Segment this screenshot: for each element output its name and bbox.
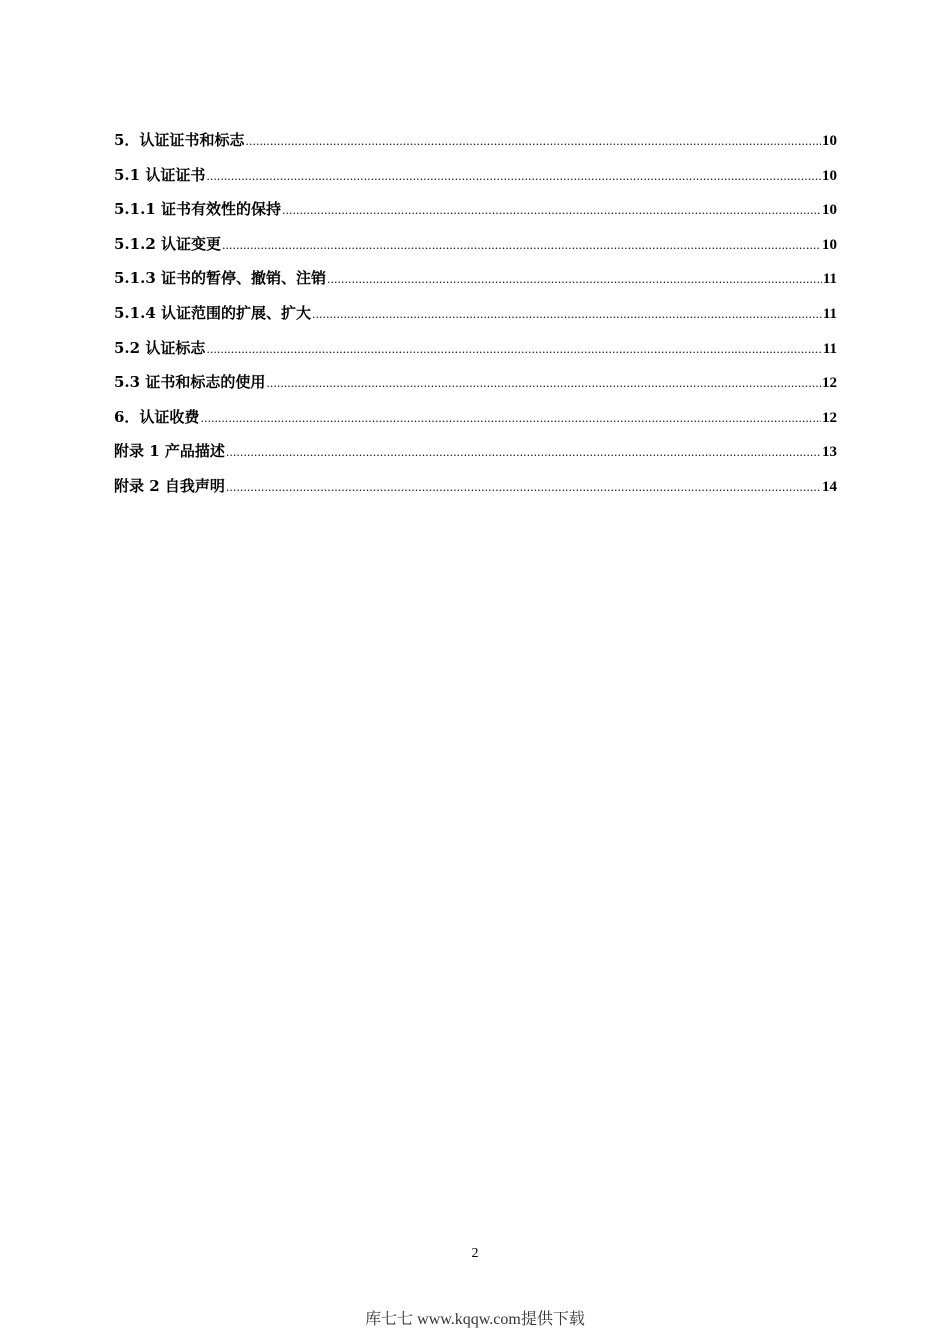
toc-entry-title: 6．认证收费: [114, 407, 200, 426]
toc-entry[interactable]: [114, 300, 837, 335]
table-of-contents: [114, 127, 837, 508]
toc-leader-dots: [200, 406, 821, 432]
toc-entry[interactable]: [114, 162, 837, 197]
toc-entry-title: 5.1 认证证书: [114, 165, 206, 184]
toc-entry[interactable]: [114, 335, 837, 370]
toc-entry-title: 5.1.1 证书有效性的保持: [114, 200, 281, 219]
toc-entry-title: 5.2 认证标志: [114, 338, 206, 357]
toc-entry[interactable]: [114, 438, 837, 473]
toc-entry-page: 10: [822, 167, 837, 184]
toc-leader-dots: [245, 129, 821, 155]
toc-leader-dots: [266, 371, 821, 397]
toc-entry-page: 12: [822, 375, 837, 392]
toc-leader-dots: [226, 440, 821, 466]
toc-entry-title: 5.1.2 认证变更: [114, 234, 221, 253]
footer-download-note: 库七七 www.kqqw.com提供下载: [365, 1311, 585, 1328]
toc-entry-title: 5.1.3 证书的暂停、撤销、注销: [114, 269, 326, 288]
toc-entry-page: 10: [822, 236, 837, 253]
toc-entry-page: 10: [822, 133, 837, 149]
toc-leader-dots: [327, 267, 822, 293]
toc-entry-title: 5.3 证书和标志的使用: [114, 373, 266, 392]
toc-entry[interactable]: [114, 265, 837, 300]
toc-leader-dots: [206, 164, 821, 190]
toc-leader-dots: [206, 337, 821, 363]
toc-leader-dots: [282, 198, 821, 224]
toc-entry-page: 14: [822, 478, 837, 495]
toc-entry-title: 附录 2 自我声明: [114, 476, 225, 495]
toc-entry-title: 附录 1 产品描述: [114, 442, 225, 461]
toc-entry-page: 11: [822, 271, 837, 288]
toc-entry-page: 11: [822, 305, 837, 322]
page-number: 2: [471, 1246, 479, 1261]
toc-entry-page: 13: [822, 444, 837, 461]
toc-entry-title: 5.1.4 认证范围的扩展、扩大: [114, 303, 311, 322]
toc-entry[interactable]: [114, 404, 837, 439]
toc-entry-page: 12: [822, 409, 837, 426]
toc-entry-page: 10: [822, 202, 837, 219]
toc-entry[interactable]: [114, 196, 837, 231]
toc-leader-dots: [222, 233, 821, 259]
toc-entry[interactable]: [114, 473, 837, 508]
toc-entry[interactable]: [114, 369, 837, 404]
toc-leader-dots: [226, 475, 821, 501]
toc-entry-page: 11: [822, 340, 837, 357]
toc-entry[interactable]: [114, 231, 837, 266]
toc-leader-dots: [312, 302, 822, 328]
toc-entry[interactable]: [114, 127, 837, 162]
toc-entry-title: 5．认证证书和标志: [114, 131, 245, 149]
